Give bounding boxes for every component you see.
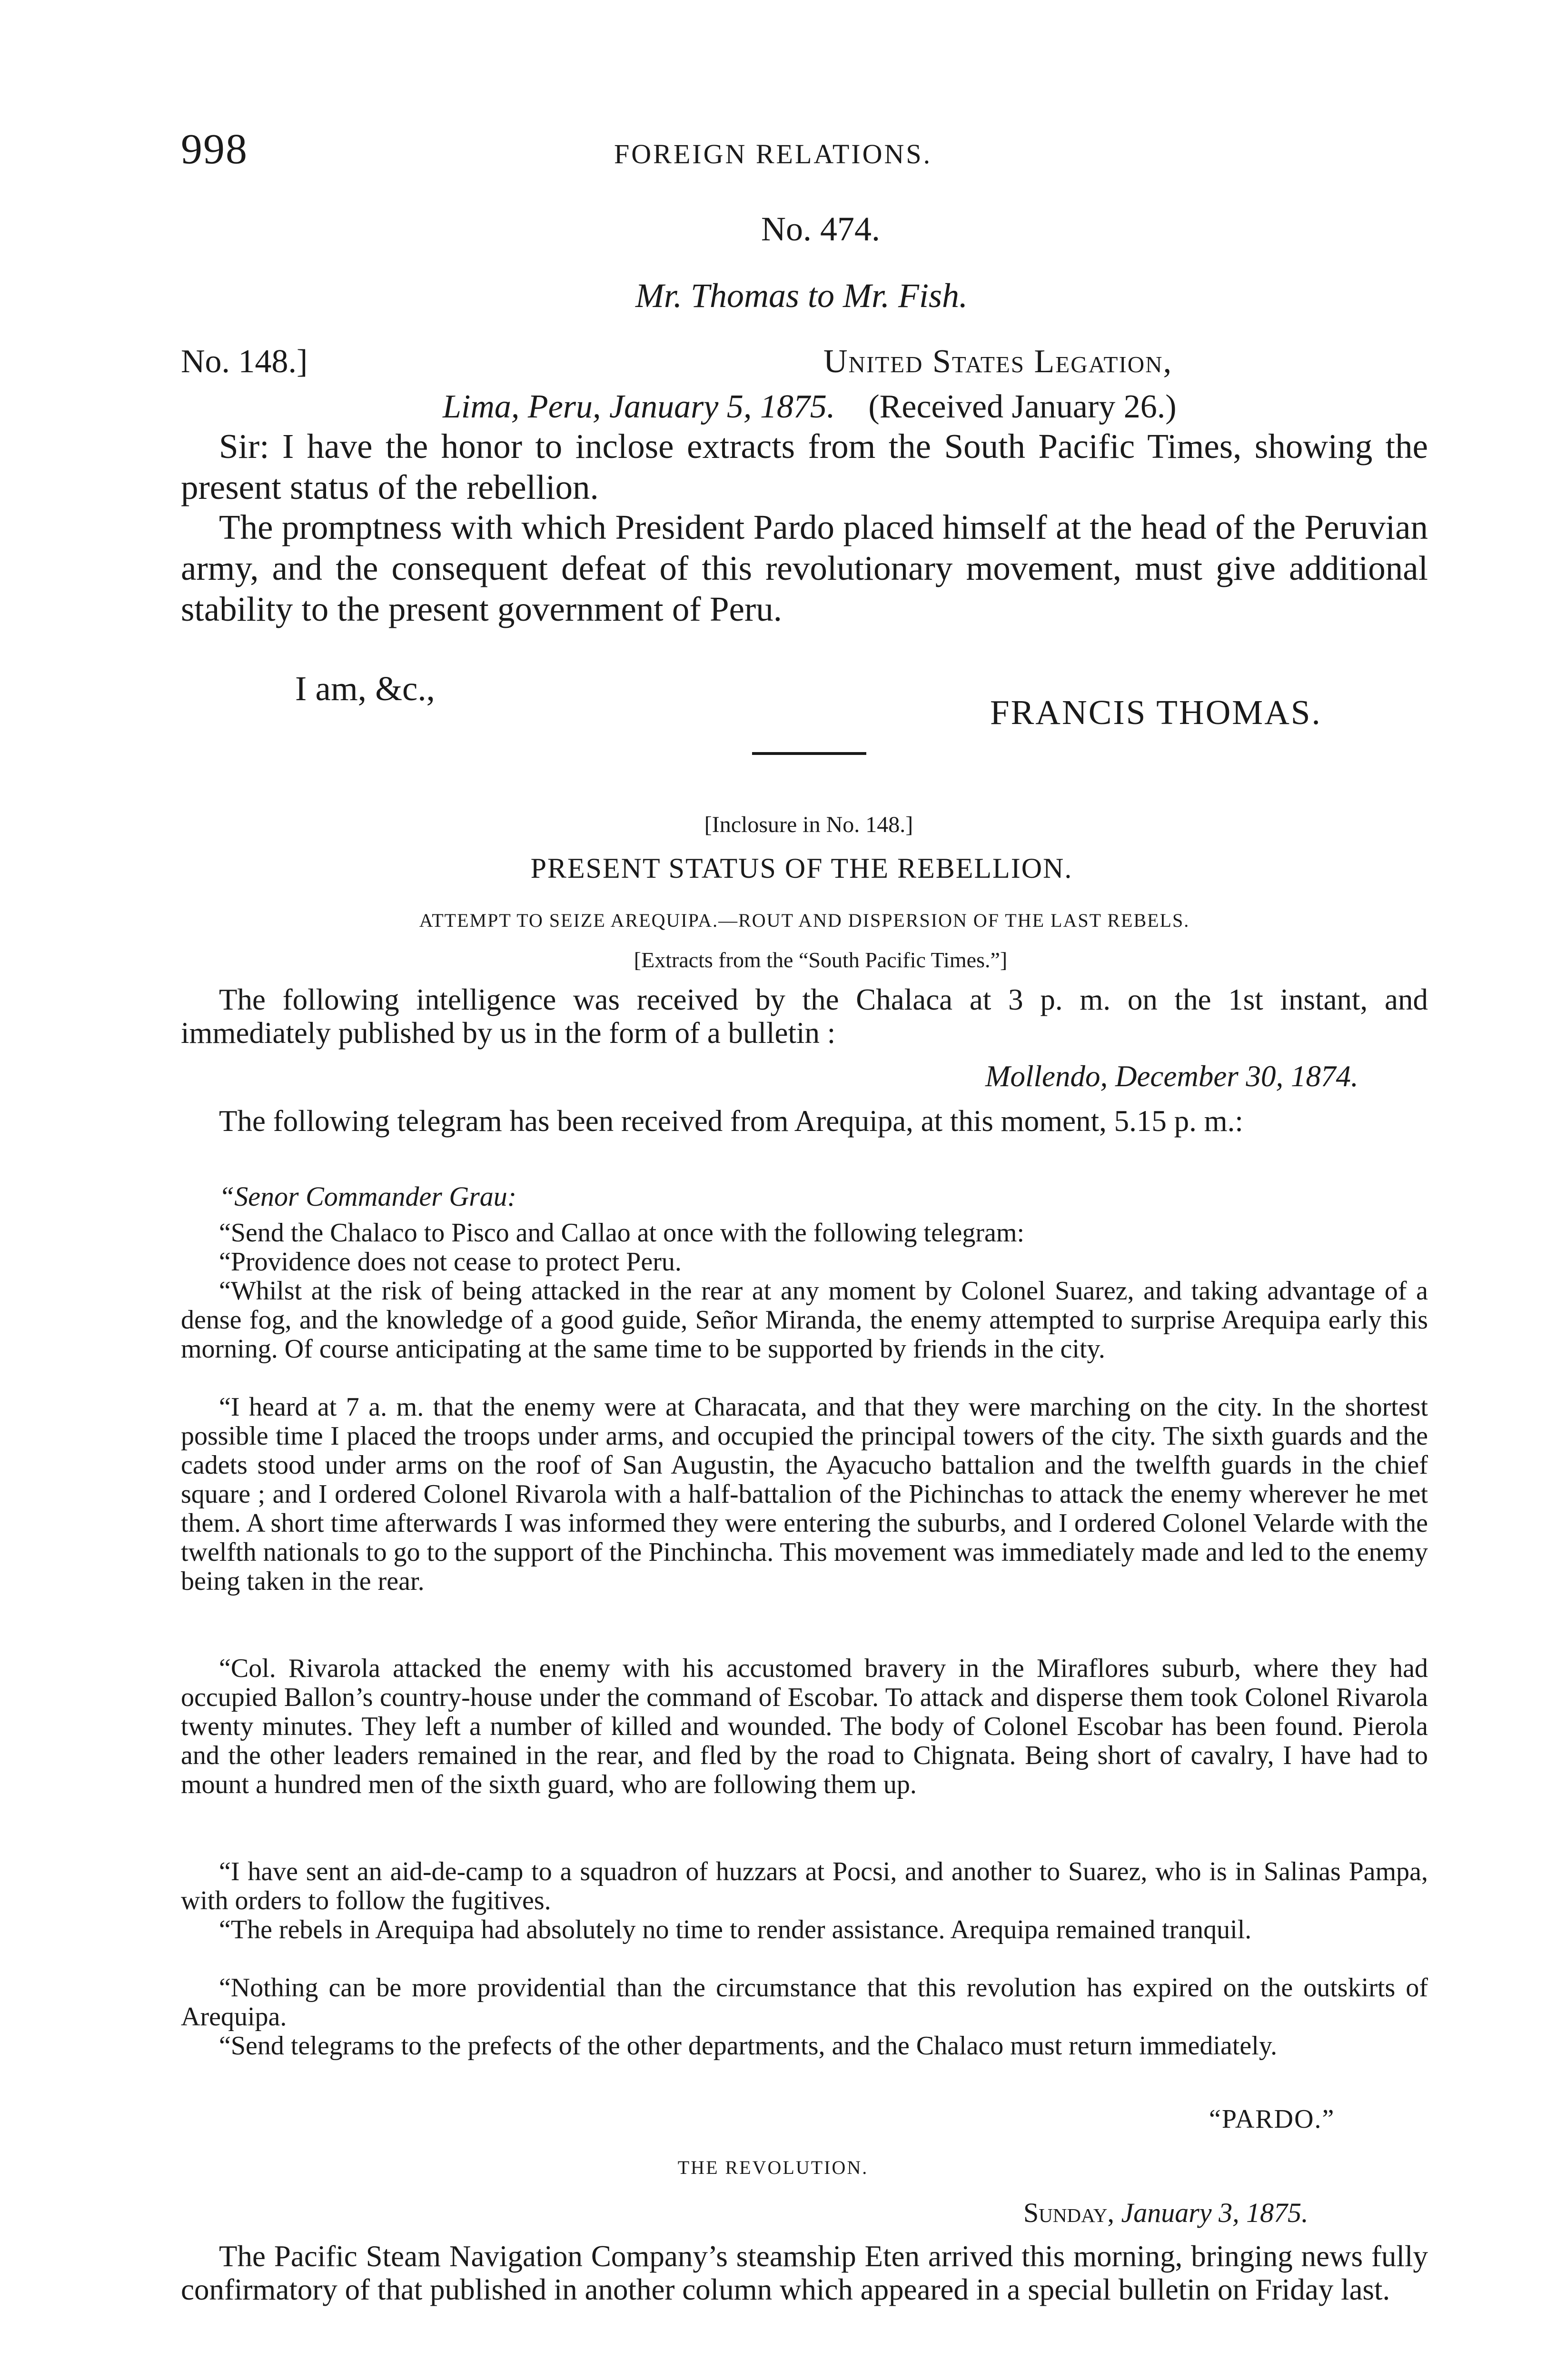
sunday-dateline [1023,2197,1308,2229]
telegram-paragraph: “Whilst at the risk of being attacked in the rear at any moment by Colonel Suarez, and taking advantage of a dense fog, and the knowledge of a good guide, Señor Miranda, the enemy attempted to surprise Arequipa early this morning. Of course anticipating at the same time to be supported by friends in the city. [181,1276,1428,1364]
sunday-day: Sunday, [1023,2197,1115,2228]
inclosure-subtitle: ATTEMPT TO SEIZE AREQUIPA.—ROUT AND DISPERSION OF THE LAST REBELS. [419,910,1190,931]
telegram-paragraph: “I have sent an aid-de-camp to a squadron of huzzars at Pocsi, and another to Suarez, who is in Salinas Pampa, with orders to follow the fugitives. [181,1857,1428,1915]
telegram-paragraph: “Col. Rivarola attacked the enemy with his accustomed bravery in the Miraflores suburb, where they had occupied Ballon’s country-house under the command of Escobar. To attack and disperse them took Colonel Rivarola twenty minutes. They left a number of killed and wounded. The body of Colonel Escobar has been found. Pierola and the other leaders remained in the rear, and fled by the road to Chignata. Being short of cavalry, I have had to mount a hundred men of the sixth guard, who are following them up. [181,1654,1428,1799]
letter-paragraph-2: The promptness with which President Pardo placed himself at the head of the Peruvian army, and the consequent defeat of this revolutionary movement, must give additional stability to the present government of Peru. [181,508,1428,628]
intelligence-intro: The following intelligence was received by the Chalaca at 3 p. m. on the 1st instant, and immediately published by us in the form of a bulletin : [181,983,1428,1050]
telegram-paragraph: “The rebels in Arequipa had absolutely no time to render assistance. Arequipa remained tranquil. [219,1915,1252,1944]
telegram-paragraph: “Send the Chalaco to Pisco and Callao at once with the following telegram: [219,1218,1025,1248]
inclosure-label: [Inclosure in No. 148.] [704,812,913,837]
telegram-paragraph: “Providence does not cease to protect Peru. [219,1247,682,1277]
inclosure-title: PRESENT STATUS OF THE REBELLION. [530,853,1073,884]
received-date: (Received January 26.) [868,388,1177,425]
signature: FRANCIS THOMAS. [990,693,1322,732]
page-number: 998 [181,126,248,173]
running-title: FOREIGN RELATIONS. [614,139,932,169]
correspondents-heading: Mr. Thomas to Mr. Fish. [635,277,968,315]
telegram-paragraph: “Send telegrams to the prefects of the other departments, and the Chalaco must return immediately. [219,2031,1278,2061]
dispatch-number: No. 148.] [181,343,308,380]
place-date-line [443,388,1177,426]
mollendo-dateline: Mollendo, December 30, 1874. [985,1060,1358,1093]
section-divider [752,752,866,755]
place-date: Lima, Peru, January 5, 1875. [443,388,835,425]
telegram-addressee: “Senor Commander Grau: [219,1181,517,1212]
telegram-signature: “PARDO.” [1209,2104,1335,2134]
sunday-date: January 3, 1875. [1121,2197,1308,2228]
legation-heading: United States Legation, [823,343,1173,380]
letter-paragraph-1: Sir: I have the honor to inclose extracts from the South Pacific Times, showing the present status of the rebellion. [181,427,1428,506]
telegram-paragraph: “Nothing can be more providential than the circumstance that this revolution has expired on the outskirts of Arequipa. [181,1973,1428,2032]
salutation: I am, &c., [295,669,435,708]
inclosure-source: [Extracts from the “South Pacific Times.”] [634,948,1008,972]
telegram-intro: The following telegram has been received from Arequipa, at this moment, 5.15 p. m.: [219,1104,1243,1138]
telegram-paragraph: “I heard at 7 a. m. that the enemy were at Characata, and that they were marching on the city. In the shortest possible time I placed the troops under arms, and occupied the principal towers of the city. The sixth guards and the cadets stood under arms on the roof of San Augustin, the Ayacucho battalion and the twelfth guards in the chief square ; and I ordered Colonel Rivarola with a half-battalion of the Pichinchas to attack the enemy wherever he met them. A short time afterwards I was informed they were entering the suburbs, and I ordered Colonel Velarde with the twelfth nationals to go to the support of the Pinchincha. This movement was immediately made and led to the enemy being taken in the rear. [181,1392,1428,1596]
revolution-heading: THE REVOLUTION. [677,2157,869,2178]
document-number: No. 474. [761,210,880,248]
steamship-paragraph: The Pacific Steam Navigation Company’s steamship Eten arrived this morning, bringing news fully confirmatory of that published in another column which appeared in a special bulletin on Friday last. [181,2240,1428,2306]
